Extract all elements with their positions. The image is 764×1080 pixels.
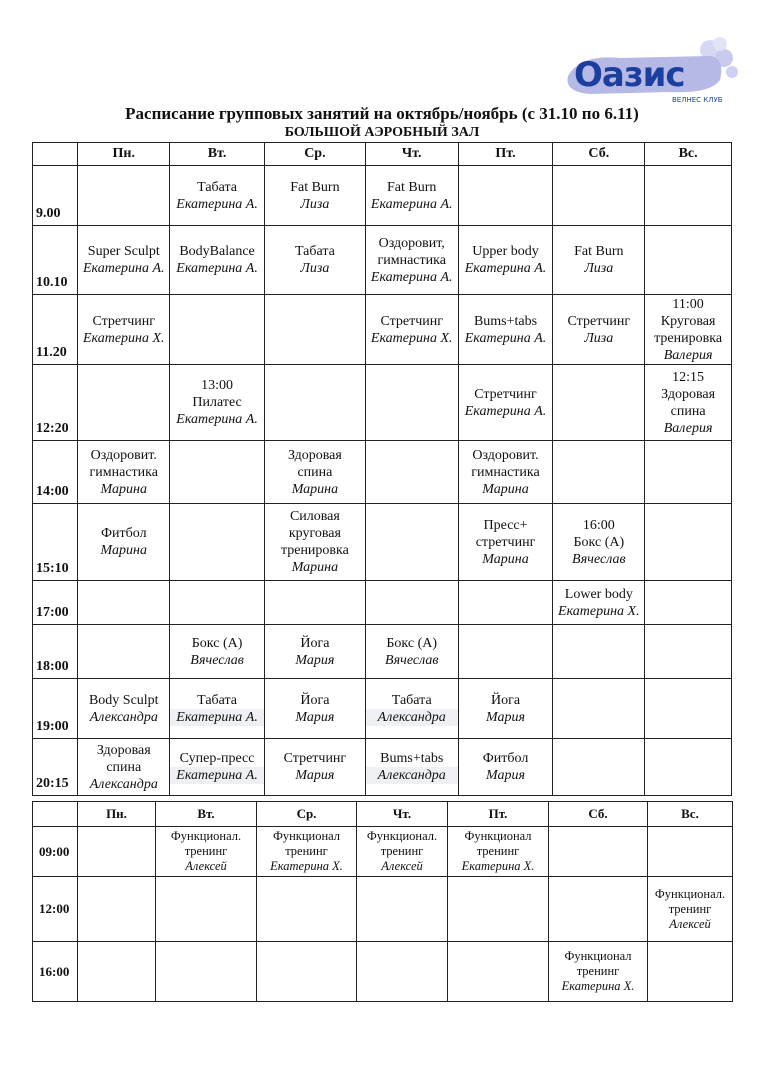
class-cell [156, 827, 257, 877]
class-cell [365, 166, 458, 226]
day-header: Ср. [264, 143, 365, 166]
schedule-row [33, 441, 732, 504]
trainer-name: Екатерина Х. [270, 859, 343, 873]
class-name: Lower body [564, 586, 633, 602]
class-name: Бокс (А) [191, 635, 243, 651]
class-cell [458, 226, 553, 295]
trainer-name: Мария [486, 709, 525, 725]
header-row [33, 802, 733, 827]
empty-cell [78, 166, 170, 226]
empty-cell [357, 942, 448, 1002]
empty-cell [458, 625, 553, 679]
trainer-name: Екатерина Х. [461, 859, 535, 873]
class-cell [458, 365, 553, 441]
class-name: Табата [294, 244, 335, 259]
empty-cell [645, 166, 732, 226]
schedule-row [33, 679, 732, 739]
class-name: Пресс+ [483, 517, 528, 533]
class-cell [264, 504, 365, 581]
trainer-name: Екатерина А. [82, 261, 165, 276]
class-name: Функционал. [170, 829, 242, 843]
class-name: Upper body [472, 244, 539, 259]
empty-cell [78, 581, 170, 625]
class-name: Здоровая [96, 742, 151, 758]
time-cell: 9.00 [33, 166, 78, 226]
empty-cell [170, 295, 265, 365]
class-name: тренинг [668, 901, 712, 916]
schedule-row [33, 942, 733, 1002]
class-name: Фитбол [482, 751, 529, 766]
empty-cell [264, 295, 365, 365]
trainer-name: Екатерина А. [176, 261, 258, 276]
class-name: Йога [300, 692, 330, 708]
class-name: Функционал [272, 829, 341, 843]
schedule-row [33, 226, 732, 295]
class-cell [549, 942, 648, 1002]
class-name: тренинг [576, 964, 620, 978]
trainer-name: Екатерина А. [464, 261, 547, 276]
trainer-name: Алексей [669, 916, 711, 931]
schedule-row [33, 877, 733, 942]
trainer-name: Марина [100, 481, 147, 497]
class-cell [170, 739, 265, 796]
empty-cell [78, 625, 170, 679]
schedule-row [33, 365, 732, 441]
trainer-name: Екатерина А. [176, 412, 258, 427]
class-name: тренинг [184, 844, 228, 858]
class-name: Бокс (А) [573, 534, 625, 550]
class-name: Fat Burn [574, 244, 624, 259]
trainer-name: Валерия [663, 347, 713, 363]
empty-cell [257, 877, 357, 942]
class-name: BodyBalance [179, 244, 255, 259]
empty-cell [156, 877, 257, 942]
trainer-name: Марина [291, 481, 339, 497]
empty-cell [458, 166, 553, 226]
day-header: Пт. [448, 802, 549, 827]
schedule-row [33, 166, 732, 226]
class-name: Табата [197, 692, 238, 708]
time-cell: 18:00 [33, 625, 78, 679]
empty-cell [78, 942, 156, 1002]
class-name: Функционал [464, 829, 532, 843]
trainer-name: Марина [482, 481, 529, 497]
class-name: Стретчинг [474, 386, 537, 402]
class-cell [365, 226, 458, 295]
class-name: Здоровая [287, 447, 342, 463]
class-name: Оздоровит. [472, 447, 539, 463]
class-cell [170, 679, 265, 739]
trainer-name: Александра [89, 709, 158, 725]
empty-cell [448, 942, 549, 1002]
empty-cell [78, 827, 156, 877]
class-cell [264, 739, 365, 796]
class-name: Табата [391, 692, 432, 708]
trainer-name: Мария [295, 652, 335, 668]
corner-cell [33, 802, 78, 827]
empty-cell [365, 365, 458, 441]
empty-cell [458, 581, 553, 625]
empty-cell [553, 441, 645, 504]
empty-cell [645, 739, 732, 796]
class-name: Фитбол [100, 526, 147, 541]
svg-text:Оазис: Оазис [574, 55, 685, 95]
class-cell [170, 226, 265, 295]
class-name: стретчинг [475, 534, 536, 550]
class-name: Стретчинг [92, 313, 156, 329]
time-cell: 15:10 [33, 504, 78, 581]
class-cell [78, 679, 170, 739]
day-header: Ср. [257, 802, 357, 827]
empty-cell [78, 365, 170, 441]
trainer-name: Вячеслав [572, 551, 626, 567]
empty-cell [648, 942, 733, 1002]
class-cell [357, 827, 448, 877]
class-cell [648, 877, 733, 942]
empty-cell [357, 877, 448, 942]
schedule-row [33, 295, 732, 365]
trainer-name: Екатерина Х. [370, 330, 453, 346]
class-name: Функционал [564, 949, 632, 963]
class-cell [365, 625, 458, 679]
class-cell [553, 504, 645, 581]
class-name: тренинг [380, 844, 424, 858]
trainer-name: Екатерина А. [464, 330, 547, 346]
empty-cell [365, 441, 458, 504]
trainer-name: Лиза [584, 330, 614, 346]
day-header: Сб. [549, 802, 648, 827]
empty-cell [553, 166, 645, 226]
class-name: Стретчинг [380, 313, 443, 329]
time-cell: 17:00 [33, 581, 78, 625]
empty-cell [648, 827, 733, 877]
class-cell [264, 625, 365, 679]
trainer-name: Валерия [663, 420, 713, 436]
day-header: Чт. [365, 143, 458, 166]
time-cell: 09:00 [33, 827, 78, 877]
time-cell: 11.20 [33, 295, 78, 365]
class-name: Body Sculpt [88, 692, 159, 708]
day-header: Вс. [648, 802, 733, 827]
empty-cell [365, 581, 458, 625]
class-name: тренировка [654, 330, 723, 346]
class-cell [365, 679, 458, 739]
day-header: Вт. [170, 143, 265, 166]
class-cell [645, 295, 732, 365]
schedule-row [33, 504, 732, 581]
class-cell [553, 295, 645, 365]
class-name: Табата [197, 179, 238, 195]
schedule-row [33, 827, 733, 877]
class-name: Пилатес [192, 395, 242, 410]
trainer-name: Вячеслав [190, 652, 244, 668]
class-cell [448, 827, 549, 877]
class-name: Fat Burn [387, 179, 437, 195]
empty-cell [170, 581, 265, 625]
class-cell [458, 441, 553, 504]
empty-cell [170, 441, 265, 504]
empty-cell [448, 877, 549, 942]
empty-cell [156, 942, 257, 1002]
trainer-name: Александра [366, 767, 458, 784]
class-cell [257, 827, 357, 877]
class-name: Функционал. [654, 886, 726, 901]
trainer-name: Лиза [300, 196, 330, 212]
time-cell: 12:00 [33, 877, 78, 942]
trainer-name: Марина [482, 551, 529, 567]
class-cell [365, 295, 458, 365]
empty-cell [553, 365, 645, 441]
schedule-row [33, 581, 732, 625]
header-row [33, 143, 732, 166]
empty-cell [553, 739, 645, 796]
empty-cell [645, 441, 732, 504]
empty-cell [78, 877, 156, 942]
class-name: 11:00 [672, 296, 704, 312]
empty-cell [365, 504, 458, 581]
class-name: Super Sculpt [87, 244, 160, 259]
class-cell [78, 739, 170, 796]
day-header: Пн. [78, 802, 156, 827]
class-name: гимнастика [89, 464, 158, 480]
schedule-row [33, 625, 732, 679]
class-cell [78, 295, 170, 365]
class-cell [264, 226, 365, 295]
trainer-name: Мария [486, 768, 525, 783]
empty-cell [645, 226, 732, 295]
schedule-table-main [32, 142, 732, 796]
hall-name: БОЛЬШОЙ АЭРОБНЫЙ ЗАЛ [284, 125, 480, 140]
class-name: Йога [300, 635, 330, 651]
class-name: Силовая [289, 509, 340, 524]
time-cell: 12:20 [33, 365, 78, 441]
class-cell [365, 739, 458, 796]
trainer-name: Марина [291, 560, 339, 575]
schedule-table-functional [32, 801, 733, 1002]
corner-cell [33, 143, 78, 166]
empty-cell [553, 679, 645, 739]
class-name: Функционал. [366, 829, 438, 843]
trainer-name: Лиза [300, 261, 330, 276]
trainer-name: Марина [100, 543, 147, 558]
empty-cell [257, 942, 357, 1002]
class-name: тренинг [285, 844, 328, 858]
class-cell [264, 166, 365, 226]
class-cell [458, 504, 553, 581]
time-cell: 19:00 [33, 679, 78, 739]
class-name: Бокс (А) [386, 635, 438, 651]
trainer-name: Екатерина А. [464, 403, 547, 419]
class-cell [458, 739, 553, 796]
class-name: Стретчинг [283, 751, 347, 766]
trainer-name: Екатерина А. [370, 196, 453, 212]
page-title: Расписание групповых занятий на октябрь/ноябрь (с 31.10 по 6.11) [125, 104, 639, 123]
schedule-row [33, 739, 732, 796]
class-name: Fat Burn [290, 179, 340, 195]
day-header: Пн. [78, 143, 170, 166]
empty-cell [645, 625, 732, 679]
class-cell [78, 226, 170, 295]
class-name: Bums+tabs [380, 751, 444, 766]
class-name: Оздоровит. [90, 447, 157, 463]
class-name: 16:00 [582, 517, 615, 533]
empty-cell [264, 581, 365, 625]
empty-cell [645, 581, 732, 625]
trainer-name: Лиза [584, 261, 614, 276]
trainer-name: Мария [295, 709, 335, 725]
day-header: Сб. [553, 143, 645, 166]
class-name: гимнастика [471, 464, 540, 480]
class-name: Здоровая [661, 386, 716, 402]
trainer-name: Александра [366, 709, 458, 726]
class-cell [78, 441, 170, 504]
class-name: гимнастика [377, 252, 446, 268]
class-cell [170, 166, 265, 226]
trainer-name: Екатерина А. [170, 767, 264, 784]
class-name: тренировка [280, 543, 349, 558]
class-name: Круговая [660, 313, 716, 329]
class-name: Стретчинг [567, 313, 631, 329]
time-cell: 20:15 [33, 739, 78, 796]
class-name: тренинг [476, 844, 520, 858]
class-cell [458, 295, 553, 365]
class-name: Bums+tabs [473, 313, 538, 329]
day-header: Пт. [458, 143, 553, 166]
trainer-name: Екатерина А. [370, 269, 453, 285]
empty-cell [264, 365, 365, 441]
empty-cell [553, 625, 645, 679]
oasis-logo [560, 36, 740, 108]
class-name: 12:15 [672, 369, 705, 385]
day-header: Вс. [645, 143, 732, 166]
class-cell [458, 679, 553, 739]
class-cell [645, 365, 732, 441]
trainer-name: Екатерина Х. [558, 603, 640, 619]
trainer-name: Екатерина Х. [82, 330, 165, 346]
class-name: Оздоровит, [378, 235, 445, 251]
svg-text:ВЕЛНЕС КЛУБ: ВЕЛНЕС КЛУБ [672, 96, 723, 104]
time-cell: 14:00 [33, 441, 78, 504]
class-cell [170, 365, 265, 441]
time-cell: 16:00 [33, 942, 78, 1002]
time-cell: 10.10 [33, 226, 78, 295]
trainer-name: Екатерина А. [170, 709, 264, 726]
class-name: круговая [288, 526, 341, 541]
trainer-name: Алексей [185, 859, 227, 873]
class-name: Супер-пресс [179, 751, 255, 766]
class-cell [264, 441, 365, 504]
class-name: спина [297, 464, 333, 480]
empty-cell [645, 504, 732, 581]
empty-cell [549, 877, 648, 942]
class-name: спина [106, 759, 142, 775]
class-name: спина [670, 403, 706, 419]
empty-cell [549, 827, 648, 877]
trainer-name: Александра [89, 776, 158, 792]
empty-cell [170, 504, 265, 581]
class-cell [553, 581, 645, 625]
trainer-name: Алексей [381, 859, 423, 873]
class-cell [553, 226, 645, 295]
class-name: 13:00 [201, 378, 233, 393]
class-name: Йога [490, 692, 521, 708]
trainer-name: Мария [295, 768, 335, 783]
trainer-name: Екатерина А. [176, 196, 258, 212]
class-cell [78, 504, 170, 581]
day-header: Вт. [156, 802, 257, 827]
empty-cell [645, 679, 732, 739]
trainer-name: Вячеслав [384, 652, 439, 668]
trainer-name: Екатерина Х. [561, 979, 635, 993]
class-cell [264, 679, 365, 739]
class-cell [170, 625, 265, 679]
day-header: Чт. [357, 802, 448, 827]
